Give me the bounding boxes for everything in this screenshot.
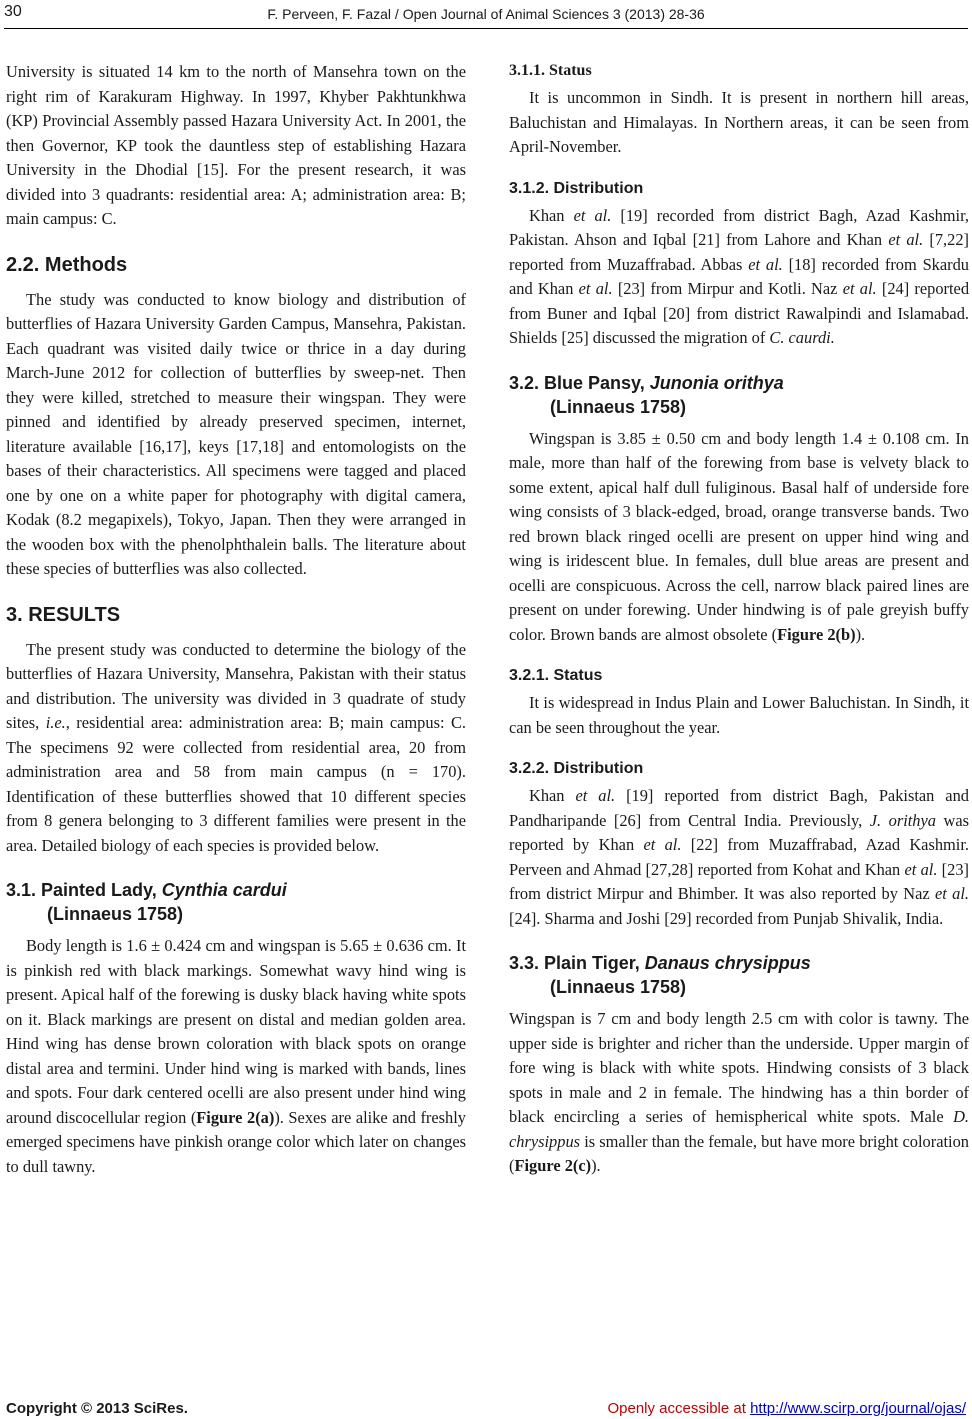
section-3-3-paragraph: Wingspan is 7 cm and body length 2.5 cm with color is tawny. The upper side is brighter and richer than the underside. Upper margin of fore wing is black with white spots. Hindwing consists of 3 black spots in male and 2 in female. The hindwing has a thin border of black encircling a series of hemispherical white spots. Male D. chrysippus is smaller than the female, but have more bright coloration (Figure 2(c)). — [509, 1009, 969, 1175]
running-header: F. Perveen, F. Fazal / Open Journal of Animal Sciences 3 (2013) 28-36 — [267, 6, 705, 22]
page-number: 30 — [4, 3, 22, 20]
section-3-2-1-heading: 3.2.1. Status — [509, 667, 603, 684]
section-3-3-heading: 3.3. Plain Tiger, Danaus chrysippus (Linnaeus 1758) — [509, 953, 811, 997]
results-paragraph: The present study was conducted to determine the biology of the butterflies of Hazara University, Mansehra, Pakistan with their status and distribution. The university was divided in 3 quadrate of study sites, i.e., residential area: administration area: B; main campus: C. The specimens 92 were collected from residential area, 20 from administration area and 58 from main campus (n = 170). Identification of these butterflies showed that 10 different species from 8 genera belonging to 3 different families were present in the area. Detailed biology of each species is provided below. — [6, 639, 466, 855]
section-3-2-paragraph: Wingspan is 3.85 ± 0.50 cm and body length 1.4 ± 0.108 cm. In male, more than half of the forewing from base is velvety black to some extent, apical half dull fuliginous. Basal half of underside fore wing consists of 3 black-edged, broad, orange transverse bands. Two red brown black ringed ocelli are present on upper hind wing and wing is iridescent blue. In females, dull blue areas are present and ocelli are conspicuous. Across the cell, narrow black paired lines are present on under forewing. Under hindwing is of pale greyish buffy color. Brown bands are almost obsolete (Figure 2(b)). — [509, 428, 969, 644]
figure-ref[interactable]: Figure 2(a) — [196, 1107, 275, 1127]
section-3-1-1-heading: 3.1.1. Status — [509, 62, 592, 79]
journal-link[interactable]: http://www.scirp.org/journal/ojas/ — [750, 1400, 966, 1417]
page-header — [0, 0, 972, 30]
section-3-1-1-paragraph: It is uncommon in Sindh. It is present in northern hill areas, Baluchistan and Himalayas. In Northern areas, it can be seen from April-November. — [509, 88, 969, 156]
section-3-1-paragraph: Body length is 1.6 ± 0.424 cm and wingspan is 5.65 ± 0.636 cm. It is pinkish red with black markings. Somewhat wavy hind wing is present. Apical half of the forewing is dusky black having white spots on it. Black markings are present on distal and median golden area. Hind wing has dense brown coloration with black spots on orange distal area and termini. Under hind wing is marked with bands, lines and spots. Four dark centered ocelli are also present under hind wing around discocellular region (Figure 2(a)). Sexes are alike and freshly emerged specimens have pinkish orange color which later on changes to dull tawny. — [6, 936, 466, 1176]
methods-heading: 2.2. Methods — [6, 253, 128, 276]
section-3-1-2-paragraph: Khan et al. [19] recorded from district Bagh, Azad Kashmir, Pakistan. Ahson and Iqbal [21] from Lahore and Khan et al. [7,22] reported from Muzaffrabad. Abbas et al. [18] recorded from Skardu and Khan et al. [23] from Mirpur and Kotli. Naz et al. [24] reported from Buner and Iqbal [20] from district Rawalpindi and Islamabad. Shields [25] discussed the migration of C. caurdi. — [509, 205, 970, 347]
intro-paragraph: University is situated 14 km to the north of Mansehra town on the right rim of Karakuram Highway. In 1997, Khyber Pakhtunkhwa (KP) Provincial Assembly passed Hazara University Act. In 2001, the then Governor, KP took the dauntless step of establishing Hazara University in the Dhodial [15]. For the present research, it was divided into 3 quadrants: residential area: A; administration area: B; main campus: C. — [6, 62, 466, 228]
section-3-1-heading: 3.1. Painted Lady, Cynthia cardui (Linnaeus 1758) — [6, 880, 287, 924]
copyright-notice: Copyright © 2013 SciRes. — [6, 1400, 188, 1417]
figure-ref[interactable]: Figure 2(c) — [514, 1156, 592, 1175]
left-column — [6, 60, 466, 1179]
section-3-2-1-paragraph: It is widespread in Indus Plain and Lower Baluchistan. In Sindh, it can be seen throughout the year. — [509, 693, 969, 737]
figure-ref[interactable]: Figure 2(b) — [777, 624, 856, 644]
section-3-2-2-heading: 3.2.2. Distribution — [509, 760, 644, 777]
section-3-2-heading: 3.2. Blue Pansy, Junonia orithya (Linnaeus 1758) — [509, 372, 784, 417]
section-3-1-2-heading: 3.1.2. Distribution — [509, 179, 644, 197]
section-3-2-2-paragraph: Khan et al. [19] reported from district Bagh, Pakistan and Pandharipande [26] from Central India. Previously, J. orithya was reported by Khan et al. [22] from Muzaffrabad, Azad Kashmir. Perveen and Ahmad [27,28] reported from Kohat and Khan et al. [23] from district Mirpur and Bhimber. It was also reported by Naz et al. [24]. Sharma and Joshi [29] recorded from Punjab Shivalik, India. — [509, 786, 969, 928]
results-heading: 3. RESULTS — [6, 603, 121, 626]
methods-paragraph: The study was conducted to know biology and distribution of butterflies of Hazara University Garden Campus, Mansehra, Pakistan. Each quadrant was visited daily twice or thrice in a day during March-June 2012 for collection of butterflies by sweep-net. Then they were killed, stretched to measure their wingspan. They were pinned and identified by already preserved specimen, internet, literature available [16,17], keys [17,18] and entomologists on the bases of their characteristics. All specimens were tagged and placed one by one on a white paper for photography with digital camera, Kodak (8.2 megapixels), Tokyo, Japan. Then they were arranged in the wooden box with the phenolphthalein balls. The literature about these species of butterflies was also collected. — [6, 289, 466, 578]
header-rule — [4, 28, 968, 29]
right-column — [509, 60, 969, 1179]
open-access-notice: Openly accessible at http://www.scirp.org/journal/ojas/ — [607, 1400, 966, 1417]
